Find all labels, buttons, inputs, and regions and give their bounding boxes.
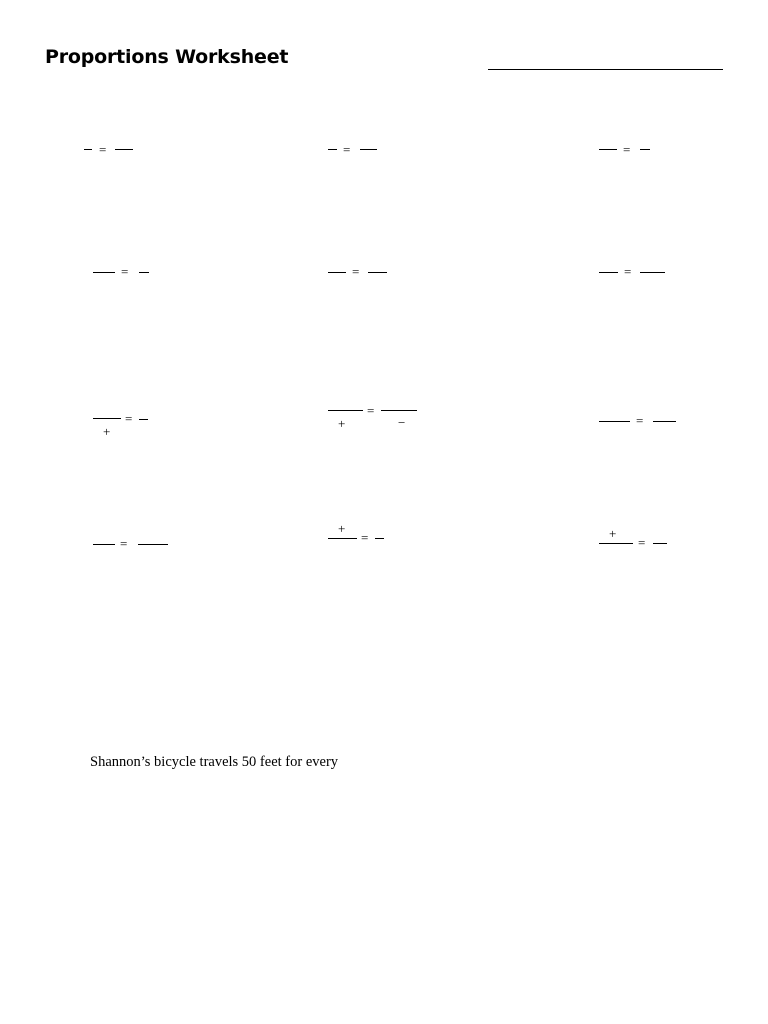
fraction-bar [328, 410, 363, 411]
fraction-bar [328, 538, 357, 539]
fraction-bar [138, 544, 168, 545]
equals-sign: = [343, 142, 351, 157]
equals-sign: = [125, 411, 133, 426]
plus-sign: + [103, 424, 111, 439]
fraction-bar [93, 418, 121, 419]
fraction-bar [599, 421, 630, 422]
equals-sign: = [120, 536, 128, 551]
fraction-bar [599, 543, 633, 544]
plus-sign: + [338, 416, 346, 431]
fraction-bar [115, 149, 133, 150]
fraction-bar [368, 272, 387, 273]
fraction-bar [139, 419, 148, 420]
plus-sign: + [609, 526, 617, 541]
equals-sign: = [121, 264, 129, 279]
fraction-bar [381, 410, 417, 411]
minus-sign: − [398, 415, 406, 430]
fraction-bar [360, 149, 377, 150]
fraction-bar [93, 272, 115, 273]
equals-sign: = [623, 142, 631, 157]
fraction-bar [328, 149, 337, 150]
fraction-bar [375, 538, 384, 539]
fraction-bar [139, 272, 149, 273]
fraction-bar [599, 272, 618, 273]
fraction-bar [84, 149, 92, 150]
equals-sign: = [352, 264, 360, 279]
fraction-bar [653, 543, 667, 544]
fraction-bar [599, 149, 617, 150]
equals-sign: = [99, 142, 107, 157]
fraction-bar [653, 421, 676, 422]
fraction-bar [640, 272, 665, 273]
fraction-bar [640, 149, 650, 150]
name-blank-line [488, 69, 723, 70]
equals-sign: = [361, 530, 369, 545]
equals-sign: = [638, 535, 646, 550]
plus-sign: + [338, 521, 346, 536]
equals-sign: = [624, 264, 632, 279]
fraction-bar [328, 272, 346, 273]
equals-sign: = [367, 403, 375, 418]
fraction-bar [93, 544, 115, 545]
word-problem-text: Shannon’s bicycle travels 50 feet for every [90, 754, 339, 770]
equals-sign: = [636, 413, 644, 428]
page-title: Proportions Worksheet [45, 46, 289, 68]
